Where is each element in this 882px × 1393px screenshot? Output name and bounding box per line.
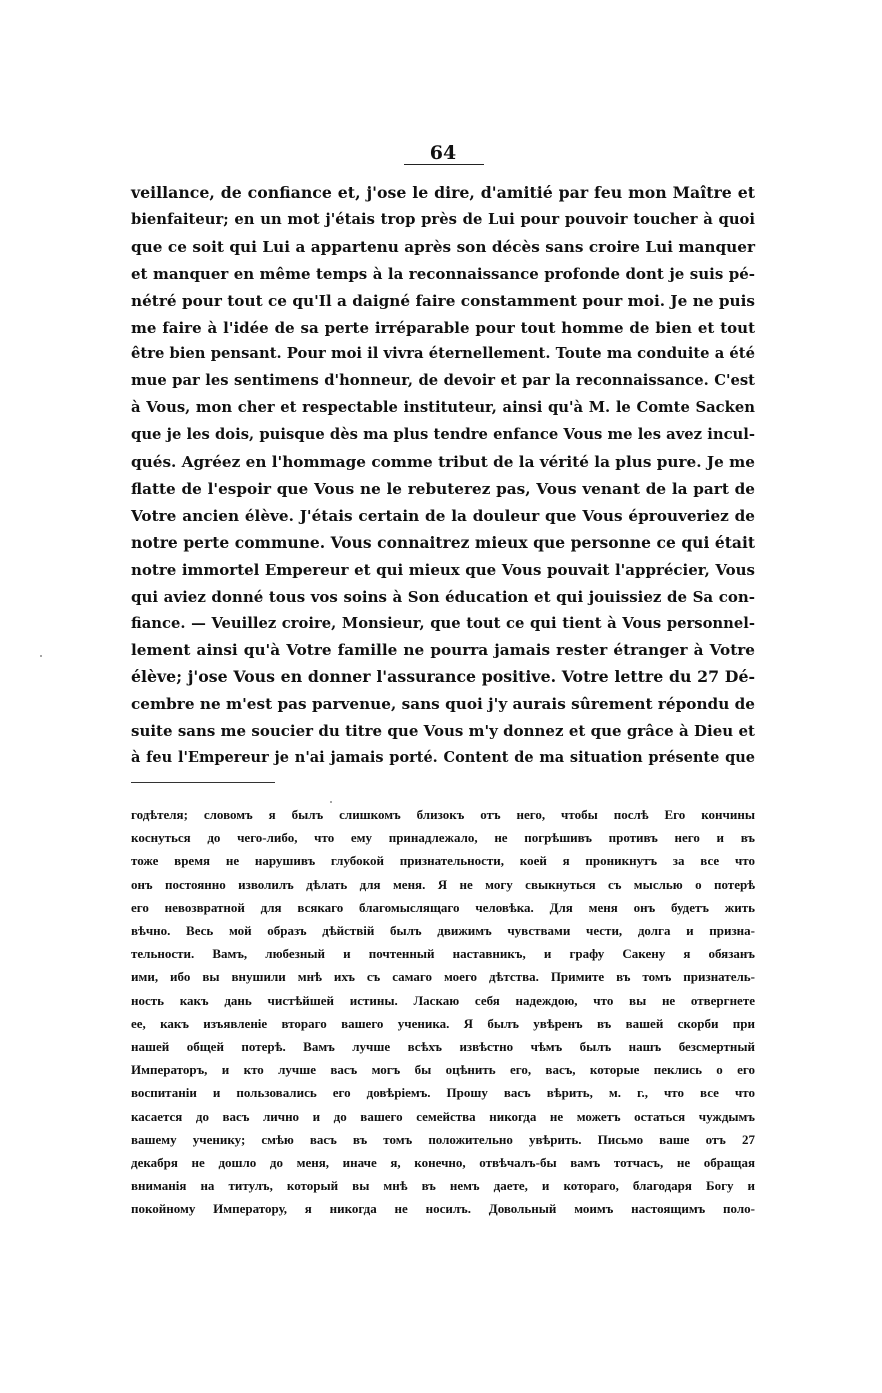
footnote-line: ими, ибо вы внушили мнѣ ихъ съ самаго моего дѣтства. Примите въ томъ признатель- [131, 969, 755, 985]
main-text-line: me faire à l'idée de sa perte irréparable pour tout homme de bien et tout [131, 318, 755, 337]
footnote-line: тельности. Вамъ, любезный и почтенный наставникъ, и графу Сакену я обязанъ [131, 946, 755, 962]
footnote-line: касается до васъ лично и до вашего семейства никогда не можетъ остаться чуждымъ [131, 1108, 755, 1124]
footnote-line: годѣтеля; словомъ я былъ слишкомъ близокъ отъ него, чтобы послѣ Его кончины [131, 807, 755, 822]
footnote-russian-translation [131, 803, 755, 1221]
footnote-line: ее, какъ изъявленіе втораго вашего ученика. Я былъ увѣренъ въ вашей скорби при [131, 1015, 755, 1031]
footnote-line: вѣчно. Весь мой образъ дѣйствій былъ движимъ чувствами чести, долга и призна- [131, 923, 755, 939]
footnote-line: онъ постоянно изволилъ дѣлать для меня. Я не могу свыкнуться съ мыслью о потерѣ [131, 876, 755, 892]
main-text-line: que ce soit qui Lui a appartenu après son décès sans croire Lui manquer [131, 237, 755, 256]
footnote-line: нашей общей потерѣ. Вамъ лучше всѣхъ извѣстно чѣмъ былъ нашъ безсмертный [131, 1039, 755, 1055]
footnote-line: вашему ученику; смѣю васъ въ томъ положительно увѣрить. Письмо ваше отъ 27 [131, 1131, 755, 1147]
paper-speck [40, 655, 42, 657]
footnote-separator-rule [131, 782, 275, 783]
main-text-line: nétré pour tout ce qu'Il a daigné faire constamment pour moi. Je ne puis [131, 291, 755, 310]
main-text-line: mue par les sentimens d'honneur, de devoir et par la reconnaissance. C'est [131, 372, 755, 390]
main-text-line: qui aviez donné tous vos soins à Son éducation et qui jouissiez de Sa con- [131, 587, 755, 606]
footnote-line: Императоръ, и кто лучше васъ могъ бы оцѣнить его, васъ, которые пеклись о его [131, 1062, 755, 1078]
main-text-line: qués. Agréez en l'hommage comme tribut de la vérité la plus pure. Je me [131, 453, 755, 472]
main-text-line: Votre ancien élève. J'étais certain de la douleur que Vous éprouveriez de [131, 506, 755, 525]
main-text-line: lement ainsi qu'à Votre famille ne pourra jamais rester étranger à Votre [131, 641, 755, 660]
main-text-body [131, 180, 755, 772]
page-number-rule [404, 164, 484, 165]
footnote-line: декабря не дошло до меня, иначе я, конечно, отвѣчалъ-бы вамъ тотчасъ, не обращая [131, 1155, 755, 1171]
main-text-line: que je les dois, puisque dès ma plus tendre enfance Vous me les avez incul- [131, 426, 755, 444]
footnote-line: воспитаніи и пользовались его довѣріемъ. Прошу васъ вѣрить, м. г., что все что [131, 1085, 755, 1101]
main-text-line: élève; j'ose Vous en donner l'assurance positive. Votre lettre du 27 Dé- [131, 667, 755, 687]
footnote-line: его невозвратной для всякаго благомыслящаго человѣка. Для меня онъ будетъ жить [131, 899, 755, 915]
footnote-line: покойному Императору, я никогда не носилъ. Довольный моимъ настоящимъ поло- [131, 1201, 755, 1217]
main-text-line: bienfaiteur; en un mot j'étais trop près de Lui pour pouvoir toucher à quoi [131, 210, 755, 228]
page-number: 64 [429, 142, 457, 164]
main-text-line: et manquer en même temps à la reconnaissance profonde dont je suis pé- [131, 264, 755, 283]
main-text-line: notre perte commune. Vous connaitrez mieux que personne ce qui était [131, 532, 755, 552]
main-text-line: à feu l'Empereur je n'ai jamais porté. Content de ma situation présente que [131, 749, 755, 767]
footnote-line: вниманія на титулъ, который вы мнѣ въ немъ даете, и котораго, благодаря Богу и [131, 1178, 755, 1194]
main-text-line: fiance. — Veuillez croire, Monsieur, que tout ce qui tient à Vous personnel- [131, 614, 755, 632]
main-text-line: notre immortel Empereur et qui mieux que Vous pouvait l'apprécier, Vous [131, 560, 755, 579]
main-text-line: à Vous, mon cher et respectable instituteur, ainsi qu'à M. le Comte Sacken [131, 399, 755, 417]
main-text-line: flatte de l'espoir que Vous ne le rebuterez pas, Vous venant de la part de [131, 479, 755, 498]
main-text-line: veillance, de confiance et, j'ose le dire, d'amitié par feu mon Maître et [131, 183, 755, 202]
main-text-line: être bien pensant. Pour moi il vivra éternellement. Toute ma conduite a été [131, 345, 755, 363]
footnote-line: ность какъ дань чистѣйшей истины. Ласкаю себя надеждою, что вы не отвергнете [131, 992, 755, 1008]
main-text-line: cembre ne m'est pas parvenue, sans quoi j'y aurais sûrement répondu de [131, 695, 755, 714]
footnote-line: коснуться до чего-либо, что ему принадлежало, не погрѣшивъ противъ него и въ [131, 830, 755, 846]
main-text-line: suite sans me soucier du titre que Vous m'y donnez et que grâce à Dieu et [131, 722, 755, 741]
footnote-line: тоже время не нарушивъ глубокой признательности, коей я проникнутъ за все что [131, 853, 755, 869]
